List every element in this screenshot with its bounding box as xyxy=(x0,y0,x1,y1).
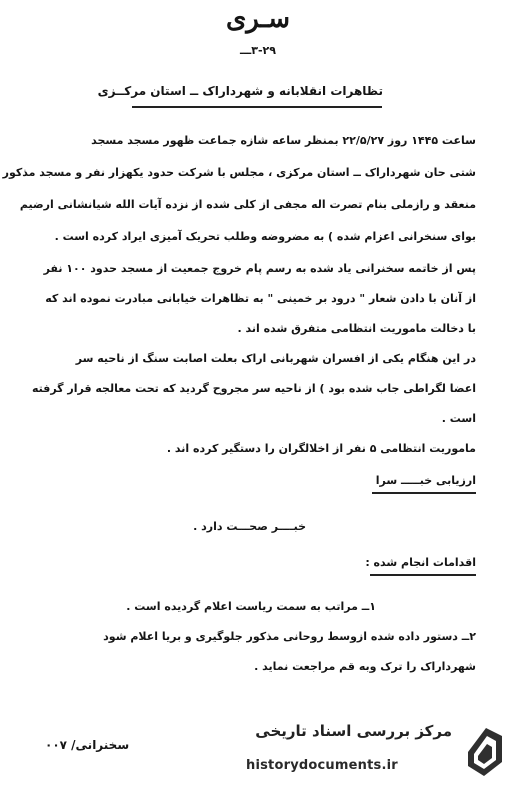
section-actions-underline xyxy=(370,574,476,576)
paragraph-line: است . xyxy=(441,412,476,425)
paragraph-line: ماموریت انتظامی ۵ نفر از اخلالگران را دستگیر کرده اند . xyxy=(166,442,476,455)
section-evaluation-heading: ارزیابی خبـــــ سرا xyxy=(375,474,476,487)
signature-reference: سخنرانی/ ۰۰۷ xyxy=(45,738,130,752)
classification-heading: سـرى xyxy=(225,4,291,34)
document-number: ۳-۲۹ـــ xyxy=(240,44,276,57)
paragraph-line: از آنان با دادن شعار " درود بر خمینی " به تظاهرات خیابانی مبادرت نموده اند که xyxy=(45,292,476,305)
action-item: ۲ــ دستور داده شده ازوسط روحانی مذکور جلوگیری و بریا اعلام شود xyxy=(103,630,476,643)
watermark-site: historydocuments.ir xyxy=(246,758,398,773)
paragraph-line: ساعت ۱۴۴۵ روز ۲۲/۵/۲۷ بمنظر ساعه شازه جماعت ظهور مسجد مسجد xyxy=(91,134,476,147)
section-actions-heading: اقدامات انجام شده : xyxy=(365,556,476,569)
section-evaluation-underline xyxy=(372,492,476,494)
watermark-title: مرکز بررسی اسناد تاریخی xyxy=(255,722,452,740)
watermark xyxy=(230,718,512,784)
archive-logo-icon xyxy=(460,722,506,780)
paragraph-line: منعقد و رازملی بنام تصرت اله مجفی از کلی شده از نزده آیات الله شیانشانی ارضیم xyxy=(19,198,476,211)
paragraph-line: در این هنگام یکی از افسران شهربانی اراک بعلت اصابت سنگ از ناحیه سر xyxy=(75,352,476,365)
evaluation-text: خبــــر صحـــت دارد . xyxy=(193,520,306,533)
paragraph-line: پس از خاتمه سخنرانی یاد شده به رسم پام خروج جمعیت از مسجد حدود ۱۰۰ نفر xyxy=(43,262,476,275)
action-item: ۱ــ مراتب به سمت ریاست اعلام گردیده است . xyxy=(126,600,376,613)
paragraph-line: شتی حان شهرداراک ــ استان مرکزی ، مجلس با شرکت حدود یکهزار نفر و مسجد مذکور xyxy=(2,166,476,179)
paragraph-line: بوای سنخرانی اعزام شده ) به مضروضه وطلب تحریک آمیزی ایراد کرده است . xyxy=(54,230,476,243)
subject-line: تظاهرات انقلابانه و شهرداراک ــ استان مرکــزی xyxy=(97,84,383,98)
paragraph-line: اعضا لگراطی جاب شده بود ) از ناحیه سر مجروح گردید که تحت معالجه قرار گرفته xyxy=(31,382,476,395)
subject-underline xyxy=(132,106,382,108)
action-item: شهرداراک را ترک وبه قم مراجعت نماید . xyxy=(254,660,476,673)
paragraph-line: با دخالت ماموریت انتظامی متفرق شده اند . xyxy=(237,322,476,335)
